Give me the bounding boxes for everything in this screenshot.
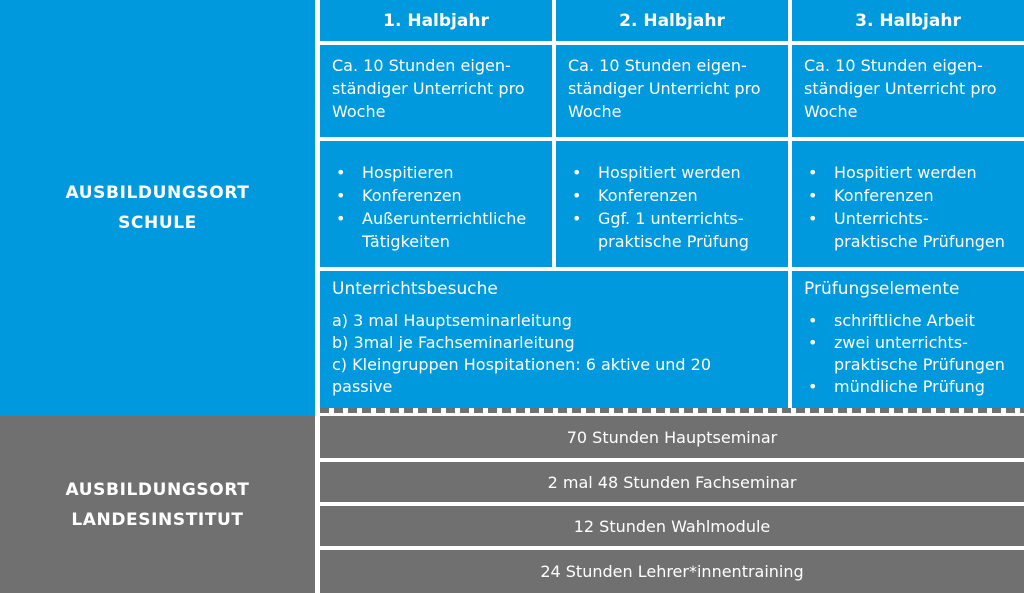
label-line: LANDESINSTITUT — [71, 509, 244, 530]
item-text: zwei unterrichts- — [834, 333, 968, 352]
exam-cell — [792, 271, 1024, 408]
bullet-list — [804, 161, 1012, 253]
institut-row-fachseminar — [320, 462, 1024, 502]
item-text: Hospitieren — [362, 163, 454, 182]
institut-row-training — [320, 550, 1024, 593]
label-ausbildungsort-schule — [0, 0, 315, 416]
text-line: Ca. 10 Stunden eigen- — [804, 56, 983, 75]
list-item — [804, 332, 1012, 376]
text-line: ständiger Unterricht pro — [804, 79, 997, 98]
visit-item: a) 3 mal Hauptseminarleitung — [332, 311, 572, 330]
header-text: 2. Halbjahr — [619, 10, 725, 31]
activities-cell-1 — [320, 141, 552, 267]
list-item — [332, 161, 540, 184]
item-text: Ggf. 1 unterrichts- — [598, 209, 744, 228]
list-item — [804, 184, 1012, 207]
list-item — [332, 184, 540, 207]
text-line: Woche — [804, 102, 858, 121]
bullet-list — [568, 161, 776, 253]
header-halbjahr-2 — [556, 0, 788, 41]
visit-item: b) 3mal je Fachseminarleitung — [332, 333, 575, 352]
bullet-list — [804, 310, 1012, 398]
activities-cell-3 — [792, 141, 1024, 267]
list-item — [804, 310, 1012, 332]
item-text: mündliche Prüfung — [834, 377, 985, 396]
header-text: 1. Halbjahr — [383, 10, 489, 31]
text-line: Woche — [332, 102, 386, 121]
item-text: Außerunterrichtliche — [362, 209, 527, 228]
row-text: 70 Stunden Hauptseminar — [566, 427, 778, 447]
item-text: Hospitiert werden — [834, 163, 977, 182]
visit-item: c) Kleingruppen Hospitationen: 6 aktive und 20 passive — [332, 355, 712, 396]
exam-title: Prüfungselemente — [804, 279, 960, 299]
label-line: AUSBILDUNGSORT — [65, 183, 250, 203]
list-item — [568, 207, 776, 253]
list-item — [804, 161, 1012, 184]
item-text: Tätigkeiten — [362, 232, 450, 251]
item-text: Unterrichts- — [834, 209, 929, 228]
list-item — [332, 207, 540, 253]
hours-cell-3 — [792, 45, 1024, 137]
item-text: Konferenzen — [362, 186, 462, 205]
label-line: SCHULE — [118, 213, 197, 233]
institut-row-wahlmodule — [320, 506, 1024, 546]
header-text: 3. Halbjahr — [855, 10, 961, 31]
institut-row-hauptseminar — [320, 416, 1024, 458]
activities-cell-2 — [556, 141, 788, 267]
header-halbjahr-1 — [320, 0, 552, 41]
list-item — [804, 376, 1012, 398]
list-item — [568, 184, 776, 207]
dashed-divider — [320, 408, 1024, 413]
item-text: Hospitiert werden — [598, 163, 741, 182]
hours-cell-1 — [320, 45, 552, 137]
item-text: schriftliche Arbeit — [834, 311, 975, 330]
item-text: praktische Prüfungen — [834, 355, 1005, 374]
list-item — [804, 207, 1012, 253]
list-item — [568, 161, 776, 184]
item-text: praktische Prüfungen — [834, 232, 1005, 251]
row-text: 24 Stunden Lehrer*innentraining — [540, 562, 804, 581]
hours-cell-2 — [556, 45, 788, 137]
item-text: Konferenzen — [834, 186, 934, 205]
visits-title: Unterrichtsbesuche — [332, 279, 498, 299]
row-text: 2 mal 48 Stunden Fachseminar — [547, 472, 797, 492]
text-line: Woche — [568, 102, 622, 121]
text-line: ständiger Unterricht pro — [568, 79, 761, 98]
row-text: 12 Stunden Wahlmodule — [573, 516, 771, 536]
text-line: ständiger Unterricht pro — [332, 79, 525, 98]
item-text: Konferenzen — [598, 186, 698, 205]
visits-cell — [320, 271, 788, 408]
label-line: AUSBILDUNGSORT — [65, 479, 250, 500]
label-ausbildungsort-landesinstitut — [0, 416, 315, 593]
text-line: Ca. 10 Stunden eigen- — [332, 56, 511, 75]
item-text: praktische Prüfung — [598, 232, 749, 251]
header-halbjahr-3 — [792, 0, 1024, 41]
bullet-list — [332, 161, 540, 253]
text-line: Ca. 10 Stunden eigen- — [568, 56, 747, 75]
